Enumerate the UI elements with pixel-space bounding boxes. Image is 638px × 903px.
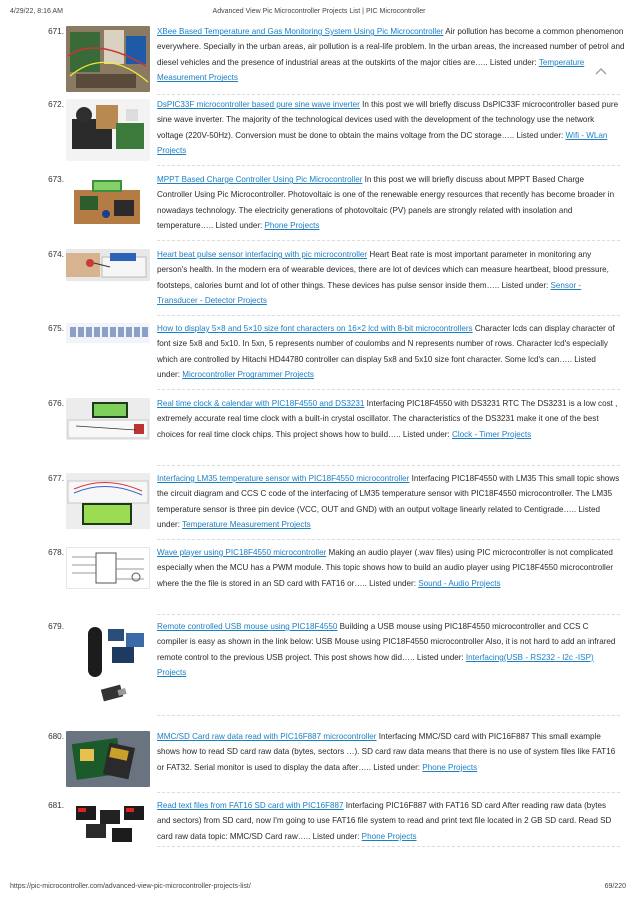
entry-divider	[157, 846, 620, 847]
entry-description: Interfacing PIC18F4550 with DS3231 RTC The DS3231 is a low cost , extremely accurate real time clock with a built-in crystal oscillator. The characteristics of the DS3231 make it one of the best choices for real time clock chips. This project shows how to build…..	[157, 399, 618, 439]
project-thumbnail[interactable]	[66, 26, 150, 92]
entry-text	[157, 24, 627, 86]
chevron-up-icon[interactable]	[594, 66, 608, 76]
entry-divider	[157, 165, 620, 166]
entry-text	[157, 729, 620, 775]
entry-text	[157, 172, 620, 234]
entry-title-link[interactable]: Read text files from FAT16 SD card with PIC16F887	[157, 801, 344, 810]
listed-under-label: Listed under:	[499, 280, 551, 290]
entry-description: Interfacing PIC18F4550 with LM35 This small topic shows the circuit diagram and CCS C code of the interfacing of LM35 temperature sensor with PIC18F4550 microcontroller. The LM35 temperature sensor is three pin device (VCC, OUT and GND) with an output voltage linearly related to Centigrade…..	[157, 474, 620, 514]
entry-number: 676.	[48, 399, 64, 408]
entry-number: 674.	[48, 250, 64, 259]
entry-text	[157, 471, 620, 533]
print-header	[0, 8, 638, 20]
entry-title-link[interactable]: Wave player using PIC18F4550 microcontroller	[157, 548, 327, 557]
project-thumbnail[interactable]	[66, 398, 150, 440]
entry-divider	[157, 389, 620, 390]
entry-category-link[interactable]: Phone Projects	[361, 831, 417, 841]
project-thumbnail[interactable]	[66, 731, 150, 787]
entry-description: Building a USB mouse using PIC18F4550 microcontroller and CCS C compiler is easy as shown in the link below: USB Mouse using PIC18F4550 microcontroller Also, it is not hard to add an infrared remote control to the previous USB project. This post shows how did…..	[157, 622, 616, 662]
listed-under-label: Listed under:	[213, 221, 265, 231]
entry-divider	[157, 94, 620, 95]
entry-title-link[interactable]: Interfacing LM35 temperature sensor with PIC18F4550 microcontroller	[157, 474, 410, 483]
listed-under-label: Listed under:	[400, 429, 452, 439]
entry-text	[157, 396, 620, 442]
entry-number: 673.	[48, 175, 64, 184]
entry-divider	[157, 614, 620, 615]
entry-title-link[interactable]: Heart beat pulse sensor interfacing with pic microcontroller	[157, 250, 368, 259]
entry-divider	[157, 539, 620, 540]
listed-under-label: Listed under:	[157, 354, 596, 380]
print-footer	[0, 883, 638, 895]
entry-category-link[interactable]: Phone Projects	[264, 221, 320, 231]
print-page-title: Advanced View Pic Microcontroller Projects List | PIC Microcontroller	[212, 8, 426, 15]
entry-category-link[interactable]: Wifi - WLan Projects	[157, 130, 608, 156]
entry-title-link[interactable]: DsPIC33F microcontroller based pure sine wave inverter	[157, 100, 360, 109]
listed-under-label: Listed under:	[487, 57, 539, 67]
entry-divider	[157, 792, 620, 793]
print-date: 4/29/22, 8:16 AM	[10, 8, 63, 15]
project-thumbnail[interactable]	[66, 323, 150, 343]
entry-number: 675.	[48, 324, 64, 333]
entry-number: 671.	[48, 27, 64, 36]
entry-number: 672.	[48, 100, 64, 109]
entry-number: 677.	[48, 474, 64, 483]
entry-title-link[interactable]: MMC/SD Card raw data read with PIC16F887 microcontroller	[157, 732, 377, 741]
entry-divider	[157, 315, 620, 316]
entry-title-link[interactable]: XBee Based Temperature and Gas Monitoring System Using Pic Microcontroller	[157, 27, 444, 36]
entry-divider	[157, 240, 620, 241]
listed-under-label: Listed under:	[414, 652, 466, 662]
entry-description: In this post we will briefly discuss about MPPT Based Charge Controller Using Pic Microcontroller. Photovoltaic is one of the renewable energy resources that recently has become broader in nowadays technology. The electricity generations of photovoltaic (PV) panels are strongly related with insolation and temperature…..	[157, 175, 615, 231]
entry-category-link[interactable]: Sensor - Transducer - Detector Projects	[157, 280, 582, 306]
entry-divider	[157, 465, 620, 466]
project-thumbnail[interactable]	[66, 174, 150, 230]
entry-category-link[interactable]: Phone Projects	[422, 762, 478, 772]
entry-description: Heart Beat rate is most important parameter in monitoring any person's health. In the modern era of wearable devices, there are lot of devices which can measure heartbeat, blood pressure, footsteps, calories burnt and lot of other things. These devices has pulse sensor inside them…..	[157, 250, 609, 290]
project-thumbnail[interactable]	[66, 800, 150, 846]
project-thumbnail[interactable]	[66, 99, 150, 161]
entry-description: Interfacing PIC16F887 with FAT16 SD card After reading raw data (bytes and sectors) from SD card, now I'm going to use FAT16 file system to read and print text file located in 2 GB SD card. Read SD card raw data topic: MMC/SD Card raw…..	[157, 801, 612, 841]
print-url: https://pic-microcontroller.com/advanced-view-pic-microcontroller-projects-list/	[10, 883, 251, 890]
entry-description: Character lcds can display character of font size 5x8 and 5x10. In 5xn, 5 represents number of coulombs and N represents number of rows. Character lcd's especially which are controlled by Hitachi HD44780 controller can display 5x8 and 5x10 size font character. Some lcd's can…..	[157, 324, 615, 364]
entry-text	[157, 97, 620, 159]
entry-description: In this post we will briefly discuss DsPIC33F microcontroller based pure sine wave inverter. The majority of the technological devices used with the development of the technology use the network voltage (220V-50Hz). Conversion must be done to obtain the mains voltage from the DC storage…..	[157, 100, 619, 140]
entry-number: 681.	[48, 801, 64, 810]
entry-category-link[interactable]: Microcontroller Programmer Projects	[182, 370, 314, 380]
listed-under-label: Listed under:	[310, 831, 362, 841]
print-page-number: 69/220	[604, 883, 626, 890]
listed-under-label: Listed under:	[366, 578, 419, 588]
entry-title-link[interactable]: How to display 5×8 and 5×10 size font characters on 16×2 lcd with 8-bit microcontrollers	[157, 324, 473, 333]
entry-number: 678.	[48, 548, 64, 557]
entry-text	[157, 321, 620, 383]
listed-under-label: Listed under:	[371, 762, 423, 772]
entry-text	[157, 619, 620, 681]
entry-title-link[interactable]: MPPT Based Charge Controller Using Pic Microcontroller	[157, 175, 363, 184]
entry-category-link[interactable]: Sound - Audio Projects	[418, 578, 501, 588]
entry-description: Air pollution has become a common phenomenon everywhere. Specially in the urban areas, air pollution is a real-life problem. In the urban areas, the increased number of petrol and diesel vehicles and the presence of industrial areas at the outskirts of the major cities are…..	[157, 27, 625, 67]
listed-under-label: Listed under:	[514, 130, 566, 140]
entry-text	[157, 545, 620, 591]
entry-title-link[interactable]: Real time clock & calendar with PIC18F4550 and DS3231	[157, 399, 365, 408]
entry-title-link[interactable]: Remote controlled USB mouse using PIC18F4550	[157, 622, 338, 631]
entry-category-link[interactable]: Interfacing(USB - RS232 - I2c -ISP) Projects	[157, 652, 594, 678]
project-thumbnail[interactable]	[66, 473, 150, 529]
entry-description: Interfacing MMC/SD card with PIC16F887 This small example shows how to read SD card raw data (bytes, sectors …). SD card raw data means that there is no use of system files like FAT16 or FAT32. Serial monitor is used to display the data after…..	[157, 732, 616, 772]
entry-category-link[interactable]: Temperature Measurement Projects	[157, 57, 585, 83]
listed-under-label: Listed under:	[157, 504, 600, 530]
entry-category-link[interactable]: Clock - Timer Projects	[451, 429, 532, 439]
entry-text	[157, 798, 620, 844]
project-thumbnail[interactable]	[66, 249, 150, 281]
entry-text	[157, 247, 620, 309]
entry-divider	[157, 715, 620, 716]
entry-description: Making an audio player (.wav files) using PIC microcontroller is not complicated especially when the MCU has a PWM module. This topic shows how to build an audio player using PIC18F4550 microcontroller where the the file is stored in an SD card with FAT16 or…..	[157, 548, 614, 588]
project-thumbnail[interactable]	[66, 621, 150, 709]
project-thumbnail[interactable]	[66, 547, 150, 589]
entry-number: 680.	[48, 732, 64, 741]
entry-category-link[interactable]: Temperature Measurement Projects	[182, 520, 311, 530]
entry-number: 679.	[48, 622, 64, 631]
